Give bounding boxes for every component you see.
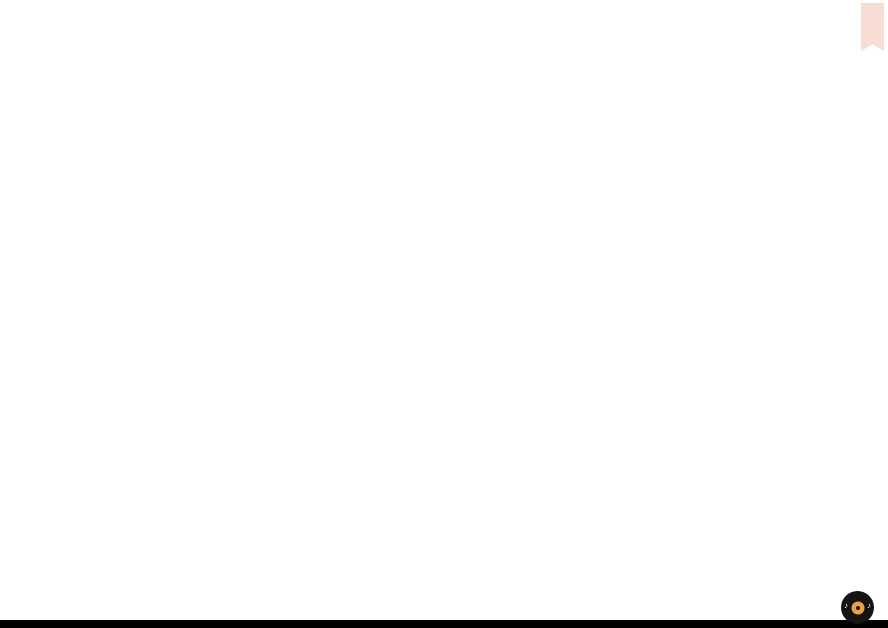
site-logo (841, 591, 880, 624)
music-note-icon: ♪ (844, 601, 848, 610)
vinyl-hole (856, 606, 860, 610)
footer-bar (0, 620, 888, 628)
key-time-signature (13, 63, 20, 64)
music-note-icon: ♪ (867, 601, 871, 610)
vinyl-record-icon (841, 591, 874, 624)
edition-ribbon-badge (861, 3, 884, 51)
